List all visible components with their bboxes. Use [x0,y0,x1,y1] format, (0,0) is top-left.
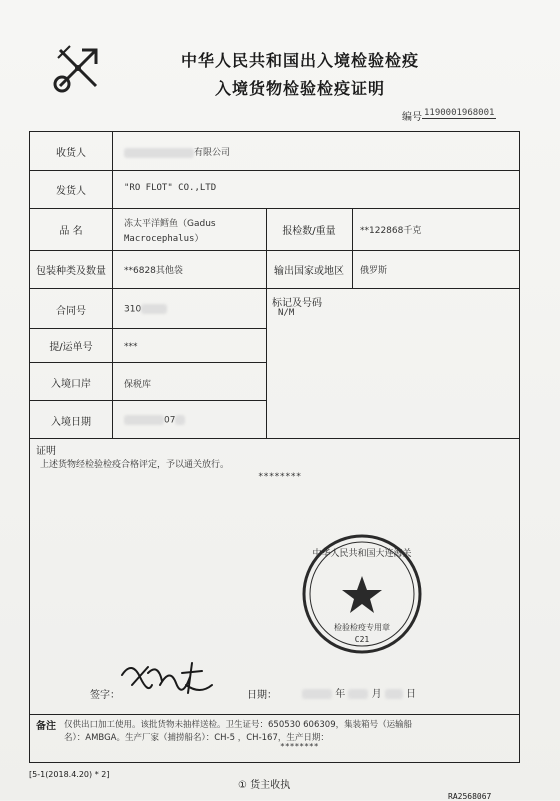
consignor-label: 发货人 [56,186,86,197]
certificate-number: RA2568067 [448,792,492,801]
origin-country-value: 俄罗斯 [360,266,388,276]
signature-date-value: 年 月 日 [302,685,416,700]
product-label: 品 名 [59,226,83,237]
svg-text:检验检疫专用章: 检验检疫专用章 [334,623,390,632]
declared-qty-value: **122868千克 [360,226,422,236]
remarks-line1: 仅供出口加工使用。该批货物未抽样送检。卫生证号：650530 606309，集装箱号（运输船 [64,720,413,730]
consignee-label: 收货人 [56,148,86,159]
packaging-label: 包装种类及数量 [36,266,106,277]
star-icon [342,576,382,613]
bill-label: 提/运单号 [49,342,93,353]
serial-value: 1190001968001 [424,108,495,118]
certificate-stars: ******** [258,472,302,482]
entry-port-label: 入境口岸 [51,379,91,390]
contract-label: 合同号 [56,306,86,317]
origin-country-label: 输出国家或地区 [274,266,344,277]
marks-label: 标记及号码 [272,298,322,309]
handwritten-signature [112,655,222,705]
consignee-value: 有限公司 [124,145,230,158]
certificate-label: 证明 [36,446,56,457]
consignor-value: "RO FLOT" CO.,LTD [124,183,217,193]
entry-port-value: 保税库 [124,380,152,390]
remarks-stars: ******** [280,742,319,751]
certificate-text: 上述货物经检验检疫合格评定，予以通关放行。 [40,460,230,470]
svg-text:C21: C21 [354,635,370,644]
contract-value: 310 [124,304,167,315]
issuer-title: 中华人民共和国出入境检验检疫 [180,51,419,70]
signature-label: 签字： [90,690,120,701]
marks-value: N/M [278,308,295,318]
svg-text:中华人民共和国大连海关: 中华人民共和国大连海关 [312,549,412,559]
declared-qty-label: 报检数/重量 [282,226,336,237]
certificate-form [29,131,520,763]
bill-value: *** [124,342,138,352]
packaging-value: **6828其他袋 [124,266,183,276]
product-value-line2: Macrocephalus） [124,234,204,244]
entry-date-label: 入境日期 [51,417,91,428]
form-code: [5-1(2018.4.20) * 2] [29,770,110,779]
document-title: 入境货物检验检疫证明 [214,79,385,98]
remarks-line2: 名）：AMBGA。生产厂家（捕捞船名）：CH-5 ，CH-167，生产日期： [64,733,329,743]
serial-label: 编号 [402,112,422,123]
product-value-line1: 冻太平洋鳕鱼（Gadus [124,219,216,229]
copy-designation: ① 货主收执 [238,780,291,791]
date-label: 日期： [247,690,277,701]
official-seal [300,532,425,657]
serial-number [402,108,495,123]
entry-date-value: 07 [124,415,185,426]
customs-emblem-icon [52,42,104,94]
remarks-label: 备注 [36,721,56,732]
